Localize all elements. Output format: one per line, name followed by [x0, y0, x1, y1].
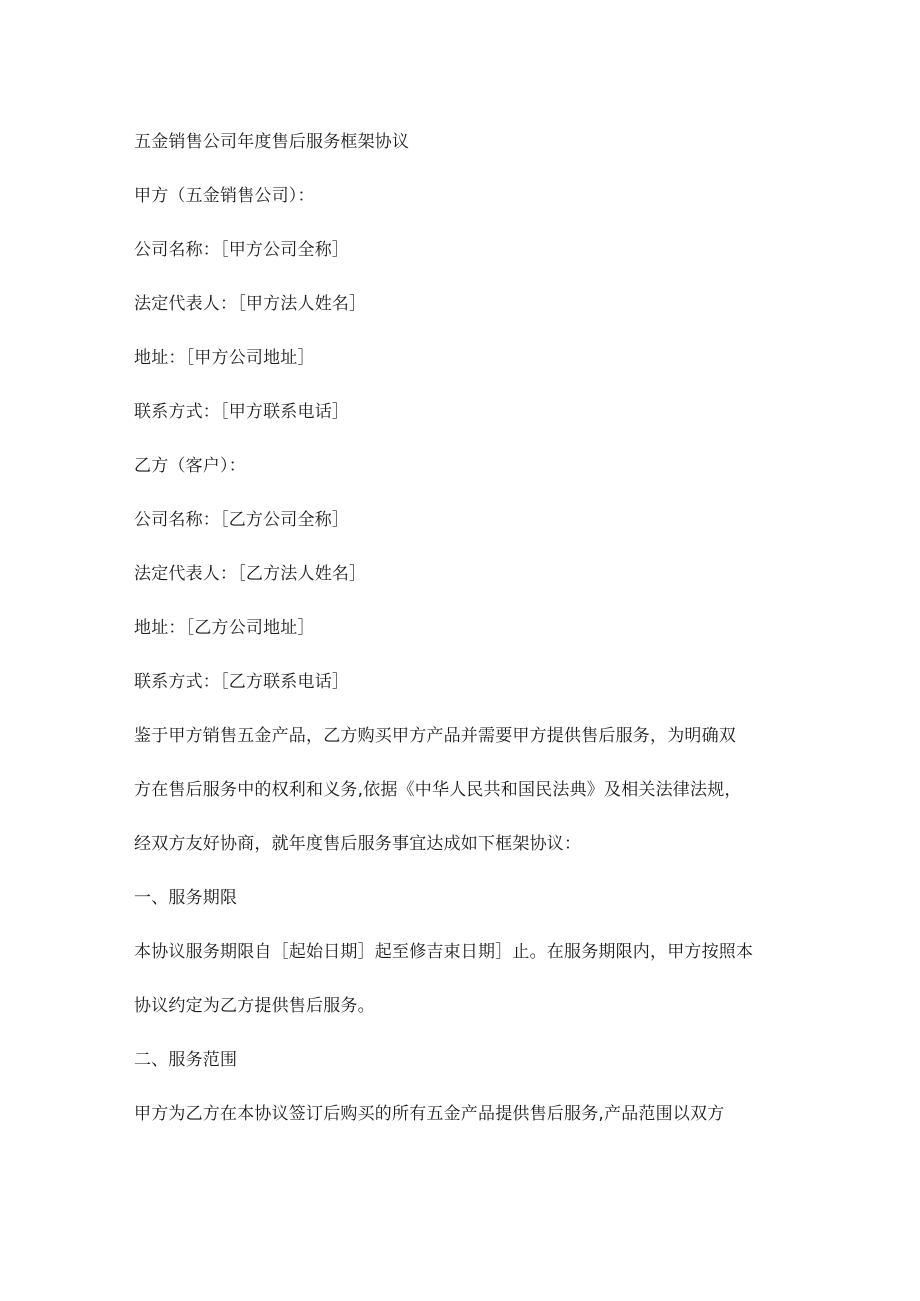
party-b-legal-rep: 法定代表人：［乙方法人姓名］	[134, 564, 367, 584]
party-a-address: 地址：［甲方公司地址］	[134, 348, 315, 368]
section-1-line-2: 协议约定为乙方提供售后服务。	[134, 996, 375, 1016]
party-a-company-name: 公司名称：［甲方公司全称］	[134, 240, 350, 260]
party-b-heading: 乙方（客户）：	[134, 456, 246, 476]
document-title: 五金销售公司年度售后服务框架协议	[134, 132, 410, 152]
party-b-address: 地址：［乙方公司地址］	[134, 618, 315, 638]
preamble-line-3: 经双方友好协商，就年度售后服务事宜达成如下框架协议：	[134, 834, 582, 854]
section-2-heading: 二、服务范围	[134, 1050, 238, 1070]
party-b-company-name: 公司名称：［乙方公司全称］	[134, 510, 350, 530]
party-a-legal-rep: 法定代表人：［甲方法人姓名］	[134, 294, 367, 314]
party-a-contact: 联系方式：［甲方联系电话］	[134, 402, 350, 422]
preamble-line-2: 方在售后服务中的权利和义务,依据《中华人民共和国民法典》及相关法律法规，	[134, 780, 742, 800]
section-2-line-1: 甲方为乙方在本协议签订后购买的所有五金产品提供售后服务,产品范围以双方	[134, 1104, 725, 1124]
section-1-heading: 一、服务期限	[134, 888, 238, 908]
preamble-line-1: 鉴于甲方销售五金产品，乙方购买甲方产品并需要甲方提供售后服务，为明确双	[134, 726, 736, 746]
section-1-line-1: 本协议服务期限自［起始日期］起至修吉束日期］止。在服务期限内，甲方按照本	[134, 942, 754, 962]
party-a-heading: 甲方（五金销售公司）：	[134, 186, 315, 206]
party-b-contact: 联系方式：［乙方联系电话］	[134, 672, 350, 692]
